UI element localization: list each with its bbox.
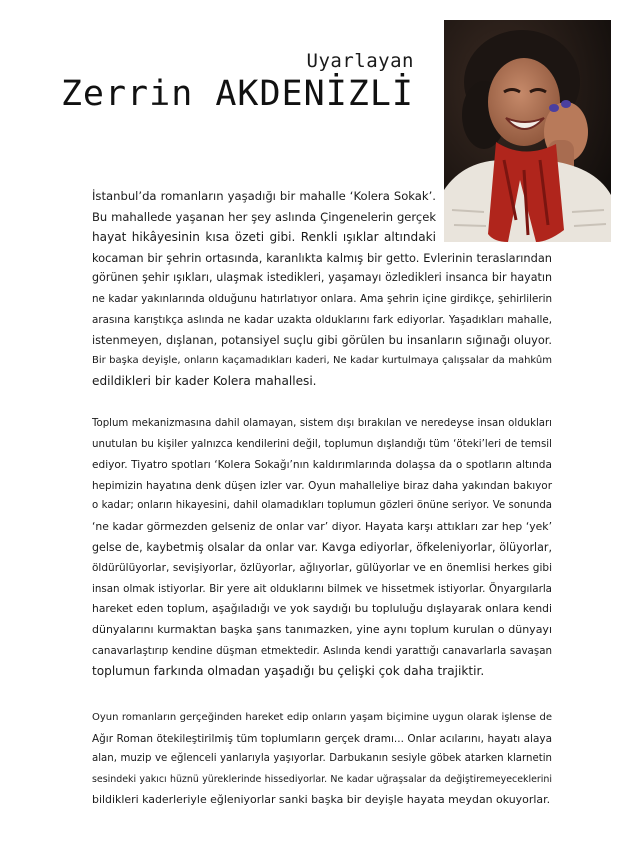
text-line: unutulan bu kişiler yalnızca kendilerini değil, toplumun dışlandığı tüm ‘öteki’leri de temsil xyxy=(92,438,552,450)
text-line: toplumun farkında olmadan yaşadığı bu çelişki çok daha trajiktir. xyxy=(92,664,485,679)
text-line: hareket eden toplum, aşağıladığı ve yok saydığı bu topluluğu dışlayarak onlara kendi xyxy=(92,602,552,616)
paragraph-2 xyxy=(92,414,552,682)
text-line: arasına karıştıkça aslında ne kadar uzakta olduklarını fark ediyorlar. Yaşadıkları mahalle, xyxy=(92,313,552,326)
text-line: dünyalarını kurmaktan başka şans tanımazken, yine aynı toplum kurulan o dünyayı xyxy=(92,622,552,636)
text-line: alan, muzip ve eğlenceli yanlarıyla yaşıyorlar. Darbukanın sesiyle göbek atarken klarnetin xyxy=(92,753,552,765)
text-line: bildikleri kaderleriyle eğleniyorlar sanki başka bir deyişle hayata meydan okuyorlar. xyxy=(92,793,551,807)
text-line: hayat hikâyesinin kısa özeti gibi. Renkli ışıklar altındaki xyxy=(92,230,436,245)
text-line: hepimizin hayatına denk düşen izler var. Oyun mahalleliye biraz daha yakından bakıyor xyxy=(92,479,552,492)
text-line: canavarlaştırıp kendine düşman etmektedir. Aslında kendi yarattığı canavarlarla savaşan xyxy=(92,644,552,657)
text-line: ne kadar yakınlarında olduğunu hatırlatıyor onlara. Ama şehrin içine girdikçe, şehirlilerin xyxy=(92,292,552,305)
text-line: Ağır Roman ötekileştirilmiş tüm toplumların gerçek dramı... Onlar acılarını, hayatı alaya xyxy=(92,732,552,745)
text-line: Toplum mekanizmasına dahil olamayan, sistem dışı bırakılan ve neredeyse insan oldukları xyxy=(92,418,552,429)
text-line: insan olmak istiyorlar. Bir yere ait olduklarını bilmek ve hissetmek istiyorlar. Önyargılarla xyxy=(92,582,552,595)
text-line: sesindeki yakıcı hüznü yüreklerinde hissediyorlar. Ne kadar uğraşsalar da değiştiremeyeceklerini xyxy=(92,773,552,785)
subtitle: Uyarlayan xyxy=(306,50,414,72)
text-line: İstanbul’da romanların yaşadığı bir mahalle ‘Kolera Sokak’. xyxy=(92,189,436,203)
text-line: kocaman bir şehrin ortasında, karanlıkta kalmış bir getto. Evlerinin teraslarından xyxy=(92,250,552,265)
text-line: istenmeyen, dışlanan, potansiyel suçlu gibi görülen bu insanların sığınağı oluyor. xyxy=(92,333,552,348)
text-line: o kadar; onların hikayesini, dahil olamadıkları toplumun gözleri önüne seriyor. Ve sonunda xyxy=(92,500,552,512)
text-line: öldürülüyorlar, sevişiyorlar, özlüyorlar, ağlıyorlar, gülüyorlar ve en önemlisi herkes gibi xyxy=(92,562,552,575)
text-line: Bir başka deyişle, onların kaçamadıkları kaderi, Ne kadar kurtulmaya çalışsalar da mahkûm xyxy=(92,354,552,366)
paragraph-3 xyxy=(92,708,552,811)
text-line: görünen şehir ışıkları, ulaşmak istedikleri, yaşamayı özledikleri insanca bir hayatın xyxy=(92,271,552,285)
text-line: ‘ne kadar görmezden gelseniz de onlar var’ diyor. Hayata karşı attıkları zar hep ‘yek’ xyxy=(92,519,552,533)
title-block xyxy=(61,50,414,114)
paragraph-1 xyxy=(92,186,552,392)
text-line: gelse de, kaybetmiş olsalar da onlar var. Kavga ediyorlar, öfkeleniyorlar, ölüyorlar, xyxy=(92,540,552,554)
author-name: Zerrin AKDENİZLİ xyxy=(60,74,414,114)
text-line: edildikleri bir kader Kolera mahallesi. xyxy=(92,374,317,389)
text-line: ediyor. Tiyatro spotları ‘Kolera Sokağı’nın kaldırımlarında dolaşsa da o spotların altında xyxy=(92,459,552,472)
text-line: Bu mahallede yaşanan her şey aslında Çingenelerin gerçek xyxy=(92,209,436,224)
text-line: Oyun romanların gerçeğinden hareket edip onların yaşam biçimine uygun olarak işlense de xyxy=(92,712,552,723)
